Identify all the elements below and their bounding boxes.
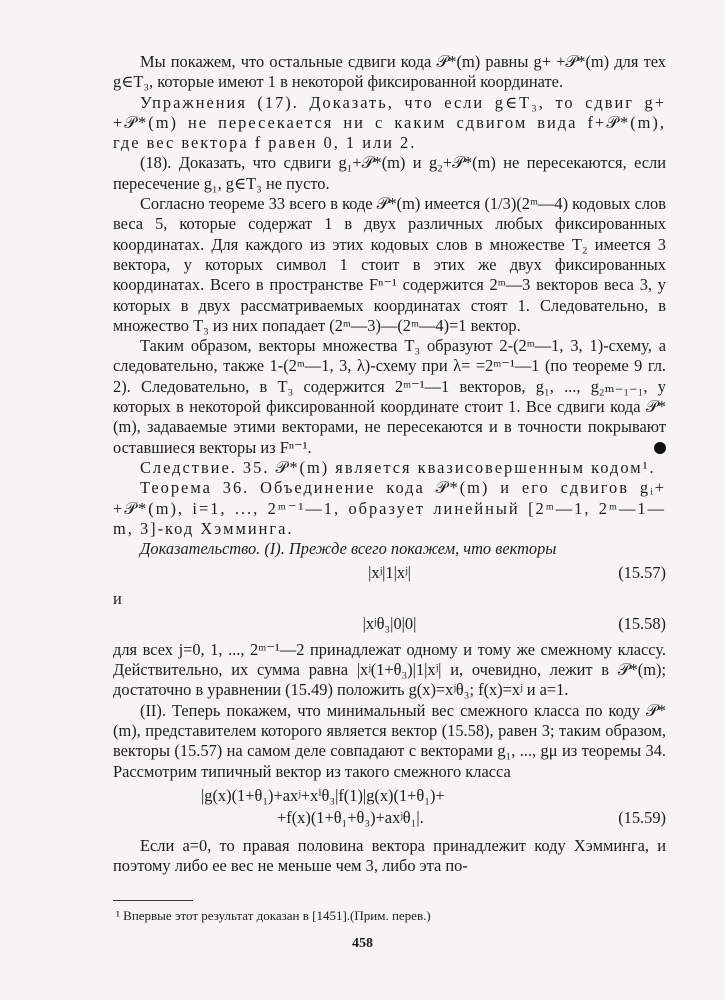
- equation-number: (15.57): [618, 563, 666, 583]
- theorem-36: Теорема 36. Объединение кода 𝒫*(m) и его сдвигов gᵢ+ +𝒫*(m), i=1, ..., 2ᵐ⁻¹—1, образует линейный [2ᵐ—1, 2ᵐ—1—m, 3]-код Хэмминга.: [113, 478, 666, 538]
- end-of-proof-bullet: [654, 442, 666, 454]
- paragraph-scheme-text: Таким образом, векторы множества T₃ образуют 2-(2ᵐ—1, 3, 1)-схему, а следовательно, также 1-(2ᵐ—1, 3, λ)-схему при λ= =2ᵐ⁻¹—1 (по теореме 9 гл. 2). Следовательно, в T₃ содержится 2ᵐ⁻¹—1 векторов, g₁, ..., g₂ₘ₋₁₋₁, у которых в некоторой фиксированной координате стоит 1. Все сдвиги кода 𝒫*(m), задаваемые этими векторами, не пересекаются и в точности покрывают оставшиеся векторы из Fⁿ⁻¹.: [113, 336, 666, 457]
- equation-number: (15.59): [618, 807, 666, 827]
- footnote: ¹ Впервые этот результат доказан в [1451].(Прим. перев.): [116, 908, 431, 923]
- footnote-divider: [113, 900, 193, 901]
- equation-number: (15.58): [618, 613, 666, 633]
- equation-15-58: [113, 614, 666, 636]
- conjunction-and: и: [113, 589, 122, 609]
- equation-15-59: [113, 786, 666, 830]
- page-number: 458: [352, 936, 373, 951]
- paragraph-final: Если a=0, то правая половина вектора принадлежит коду Хэмминга, и поэтому либо ее вес не меньше чем 3, либо эта по-: [113, 835, 666, 876]
- paragraph-min-weight: (II). Теперь покажем, что минимальный вес смежного класса по коду 𝒫*(m), представителем которого является вектор (15.58), равен 3; таким образом, векторы (15.57) на самом деле совпадают с векторами g₁, ..., gμ из теоремы 34. Рассмотрим типичный вектор из такого смежного класса: [113, 700, 666, 781]
- paragraph-coset: для всех j=0, 1, ..., 2ᵐ⁻¹—2 принадлежат одному и тому же смежному классу. Действительно, их сумма равна |xʲ(1+θ₃)|1|xʲ| и, очевидно, лежит в 𝒫*(m); достаточно в уравнении (15.49) положить g(x)=xʲθ₃; f(x)=xʲ и a=1.: [113, 639, 666, 700]
- equation-formula: |xʲ|1|xʲ|: [368, 563, 411, 583]
- paragraph-theorem33: Согласно теореме 33 всего в коде 𝒫*(m) имеется (1/3)(2ᵐ—4) кодовых слов веса 5, которые содержат 1 в двух различных любых фиксированных координатах. Для каждого из этих кодовых слов в множестве T₂ имеется 3 вектора, у которых символ 1 стоит в этих же двух фиксированных координатах. Всего в пространстве Fⁿ⁻¹ содержится 2ᵐ—3 векторов веса 3, у которых в двух рассматриваемых координатах стоят 1. Следовательно, в множество T₃ из них попадает (2ᵐ—3)—(2ᵐ—4)=1 вектор.: [113, 194, 666, 335]
- proof-start: Доказательство. (I). Прежде всего покажем, что векторы: [140, 539, 557, 559]
- equation-line-2: +f(x)(1+θ₁+θ₃)+axʲθ₁|.: [277, 807, 424, 827]
- paragraph-scheme: [113, 336, 666, 458]
- exercise-17: Упражнения (17). Доказать, что если g∈T₃, то сдвиг g+ +𝒫*(m) не пересекается ни с каким сдвигом вида f+𝒫*(m), где вес вектора f равен 0, 1 или 2.: [113, 92, 666, 153]
- exercise-18: (18). Доказать, что сдвиги g₁+𝒫*(m) и g₂+𝒫*(m) не пересекаются, если пересечение g₁, g∈T₃ не пусто.: [113, 153, 666, 193]
- equation-formula: |xʲθ₃|0|0|: [362, 613, 417, 633]
- paragraph-1: Мы покажем, что остальные сдвиги кода 𝒫*(m) равны g+ +𝒫*(m) для тех g∈T₃, которые имеют 1 в некоторой фиксированной координате.: [113, 52, 666, 92]
- page-body: [113, 52, 666, 876]
- equation-15-57: [113, 563, 666, 585]
- equation-line-1: |g(x)(1+θ₁)+axʲ+xⁱθ₃|f(1)|g(x)(1+θ₁)+: [201, 785, 445, 805]
- corollary-35: Следствие. 35. 𝒫*(m) является квазисовершенным кодом¹.: [140, 457, 656, 477]
